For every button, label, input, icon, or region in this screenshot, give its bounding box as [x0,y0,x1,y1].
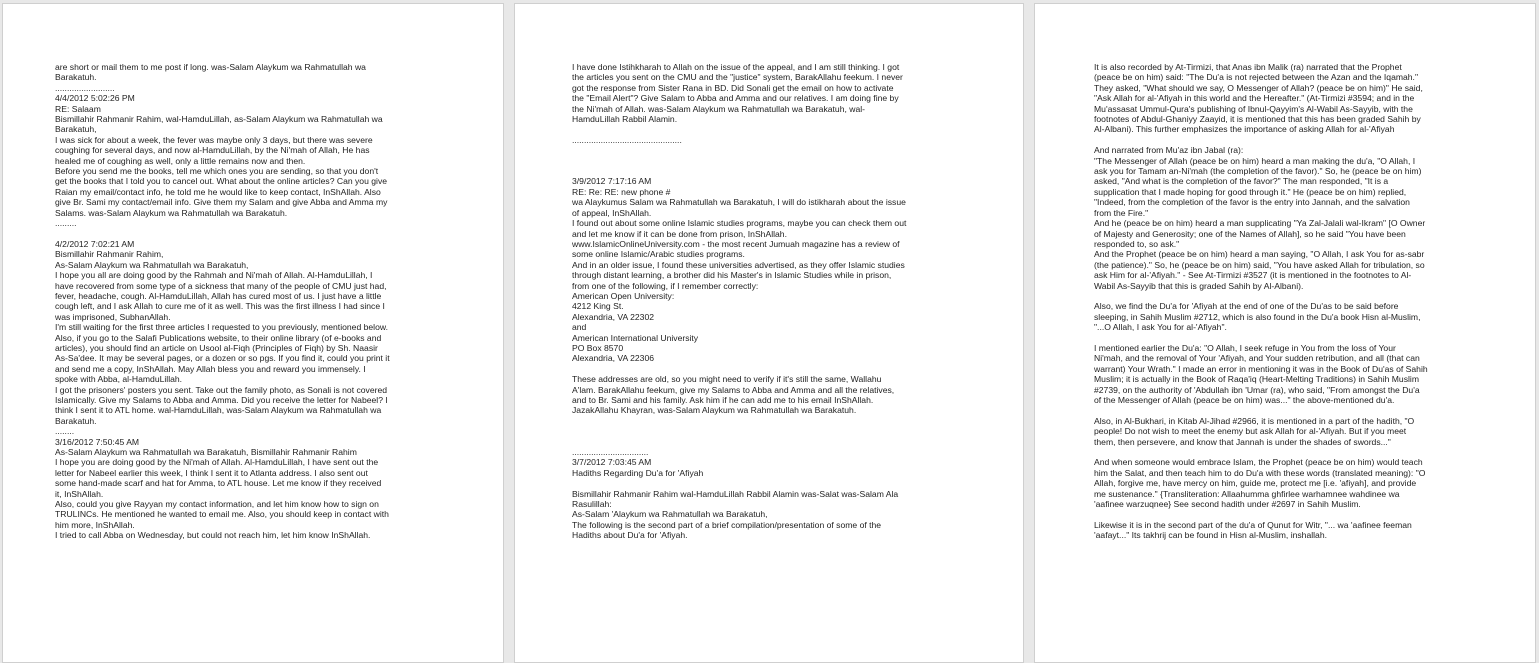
page-1-text: are short or mail them to me post if long. was-Salam Alaykum wa Rahmatullah wa Barakatuh. ......................... 4/4/2012 5:02:26 PM RE: Salaam Bismillahir Rahmanir Rahim, wal-HamduLillah, as-Salam Alaykum wa Rahmatullah wa Barakatuh, I was sick for about a week, the fever was maybe only 3 days, but there was severe coughing for several days, and now al-HamduLillah, by the Ni'mah of Allah, He has healed me of coughing as well, only a little remains now and then. Before you send me the books, tell me which ones you are sending, so that you don't get the books that I told you to cancel out. What about the online articles? Can you give Raian my email/contact info, he told me he would like to keep contact, InShAllah. Also give Br. Sami my contact/email info. Give them my Salam and give Abba and Amma my Salams. was-Salam Alaykum wa Rahmatullah wa Barakatuh. ......... 4/2/2012 7:02:21 AM Bismillahir Rahmanir Rahim, As-Salam Alaykum wa Rahmatullah wa Barakatuh, I hope you all are doing good by the Rahmah and Ni'mah of Allah. Al-HamduLillah, I have recovered from some type of a sickness that many of the people of CMU just had, fever, headache, cough. Al-HamduLillah, Allah has cured most of us. I just have a little cough left, and I ask Allah to cure me of it as well. This was the first illness I had since I was imprisoned, SubhanAllah. I'm still waiting for the first three articles I requested to you previously, mentioned below. Also, if you go to the Salafi Publications website, to their online library (of e-books and articles), you should find an article on Usool al-Fiqh (Principles of Fiqh) by Sh. Naasir As-Sa'dee. It may be several pages, or a dozen or so pgs. If you find it, could you print it and send me a copy, InShAllah. May Allah bless you and reward you immensely. I spoke with Abba, al-HamduLillah. I got the prisoners' posters you sent. Take out the family photo, as Sonali is not covered Islamically. Give my Salams to Abba and Amma. Did you receive the letter for Nabeel? I think I sent it to ATL home. wal-HamduLillah, was-Salam Alaykum wa Rahmatullah wa Barakatuh. ........ 3/16/2012 7:50:45 AM As-Salam Alaykum wa Rahmatullah wa Barakatuh, Bismillahir Rahmanir Rahim I hope you are doing good by the Ni'mah of Allah. Al-HamduLillah, I have sent out the letter for Nabeel earlier this week, I think I sent it to Atlanta address. I also sent out some hand-made scarf and hat for Amma, to ATL house. Let me know if they received it, InShAllah. Also, could you give Rayyan my contact information, and let him know how to sign on TRULINCs. He mentioned he wanted to email me. Also, you should keep in contact with him more, InShAllah. I tried to call Abba on Wednesday, but could not reach him, let him know InShAllah. [55,62,390,541]
document-page-2 [514,3,1024,663]
document-page-3 [1034,3,1536,663]
document-page-1 [2,3,504,663]
page-2-text: I have done Istihkharah to Allah on the issue of the appeal, and I am still thinking. I got the articles you sent on the CMU and the "justice" system, BarakAllahu feekum. I never got the response from Sister Rana in BD. Did Sonali get the email on how to activate the "Email Alert"? Give Salam to Abba and Amma and our relatives. I am doing fine by the Ni'mah of Allah. was-Salam Alaykum wa Rahmatullah wa Barakatuh, wal- HamduLillah Rabbil Alamin. .............................................. 3/9/2012 7:17:16 AM RE: Re: RE: new phone # wa Alaykumus Salam wa Rahmatullah wa Barakatuh, I will do istikharah about the issue of appeal, InShAllah. I found out about some online Islamic studies programs, maybe you can check them out and let me know if it can be done from prison, InShAllah. www.IslamicOnlineUniversity.com - the most recent Jumuah magazine has a review of some online Islamic/Arabic studies programs. And in an older issue, I found these universities advertised, as they offer Islamic studies through distant learning, a brother did his Master's in Islamic Studies while in prison, from one of the following, if I remember correctly: American Open University: 4212 King St. Alexandria, VA 22302 and American International University PO Box 8570 Alexandria, VA 22306 These addresses are old, so you might need to verify if it's still the same, Wallahu A'lam. BarakAllahu feekum, give my Salams to Abba and Amma and all the relatives, and to Br. Sami and his family. Ask him if he can add me to his email InShAllah. JazakAllahu Khayran, was-Salam Alaykum wa Rahmatullah wa Barakatuh. ................................ 3/7/2012 7:03:45 AM Hadiths Regarding Du'a for 'Afiyah Bismillahir Rahmanir Rahim wal-HamduLillah Rabbil Alamin was-Salat was-Salam Ala Rasulillah: As-Salam 'Alaykum wa Rahmatullah wa Barakatuh, The following is the second part of a brief compilation/presentation of some of the Hadiths about Du'a for 'Afiyah. [572,62,907,541]
page-3-text: It is also recorded by At-Tirmizi, that Anas ibn Malik (ra) narrated that the Prophet (peace be on him) said: "The Du'a is not rejected between the Azan and the Iqamah." They asked, "What should we say, O Messenger of Allah? (peace be on him)" He said, "Ask Allah for al-'Afiyah in this world and the Hereafter." (At-Tirmizi #3594; and in the Mu'assasat Ummul-Qura's publishing of Ibnul-Qayyim's Al-Wabil As-Sayyib, with the footnotes of Abdul-Ghaniyy Zaayid, it is mentioned that this has been graded Sahih by Al-Albani). This further emphasizes the importance of asking Allah for al-'Afiyah And narrated from Mu'az ibn Jabal (ra): "The Messenger of Allah (peace be on him) heard a man making the du'a, "O Allah, I ask you for Tamam an-Ni'mah (the completion of the favor)." So, he (peace be on him) asked, "And what is the completion of the favor?" The man responded, "It is a supplication that I made hoping for good through it." He (peace be on him) replied, "Indeed, from the completion of the favor is the entry into Jannah, and the salvation from the Fire." And he (peace be on him) heard a man supplicating "Ya Zal-Jalali wal-Ikram" [O Owner of Majesty and Generosity; one of the Names of Allah], so he said "You have been responded to, so ask." And the Prophet (peace be on him) heard a man saying, "O Allah, I ask You for as-sabr (the patience)." So, he (peace be on him) said, "You have asked Allah for tribulation, so ask Him for al-'Afiyah." - See At-Tirmizi #3527 (it is mentioned in the footnotes to Al- Wabil As-Sayyib that this is graded Sahih by Al-Albani). Also, we find the Du'a for 'Afiyah at the end of one of the Du'as to be said before sleeping, in Sahih Muslim #2712, which is also found in the Du'a book Hisn al-Muslim, "...O Allah, I ask You for al-'Afiyah". I mentioned earlier the Du'a: "O Allah, I seek refuge in You from the loss of Your Ni'mah, and the removal of Your 'Afiyah, and Your sudden retribution, and all (that can warrant) Your Wrath." I made an error in mentioning it was in the Book of Du'as of Sahih Muslim; it is actually in the Book of Raqa'iq (Heart-Melting Traditions) in Sahih Muslim #2739, on the authority of 'Abdullah ibn 'Umar (ra), who said, "From amongst the Du'a of the Messenger of Allah (peace be on him) was..." the above-mentioned du'a. Also, in Al-Bukhari, in Kitab Al-Jihad #2966, it is mentioned in a part of the hadith, "O people! Do not wish to meet the enemy but ask Allah for al-'Afiyah. But if you meet them, then persevere, and know that Jannah is under the shades of swords..." And when someone would embrace Islam, the Prophet (peace be on him) would teach him the Salat, and then teach him to do Du'a with these words (translated meaning): "O Allah, forgive me, have mercy on him, guide me, protect me [i.e. 'afiyah], and provide me sustenance." {Transliteration: Allaahumma ghfirlee warhamnee wahdinee wa 'aafinee warzuqnee} See second hadith under #2697 in Sahih Muslim. Likewise it is in the second part of the du'a of Qunut for Witr, "... wa 'aafinee feeman 'aafayt..." Its takhrij can be found in Hisn al-Muslim, inshallah. [1094,62,1428,541]
